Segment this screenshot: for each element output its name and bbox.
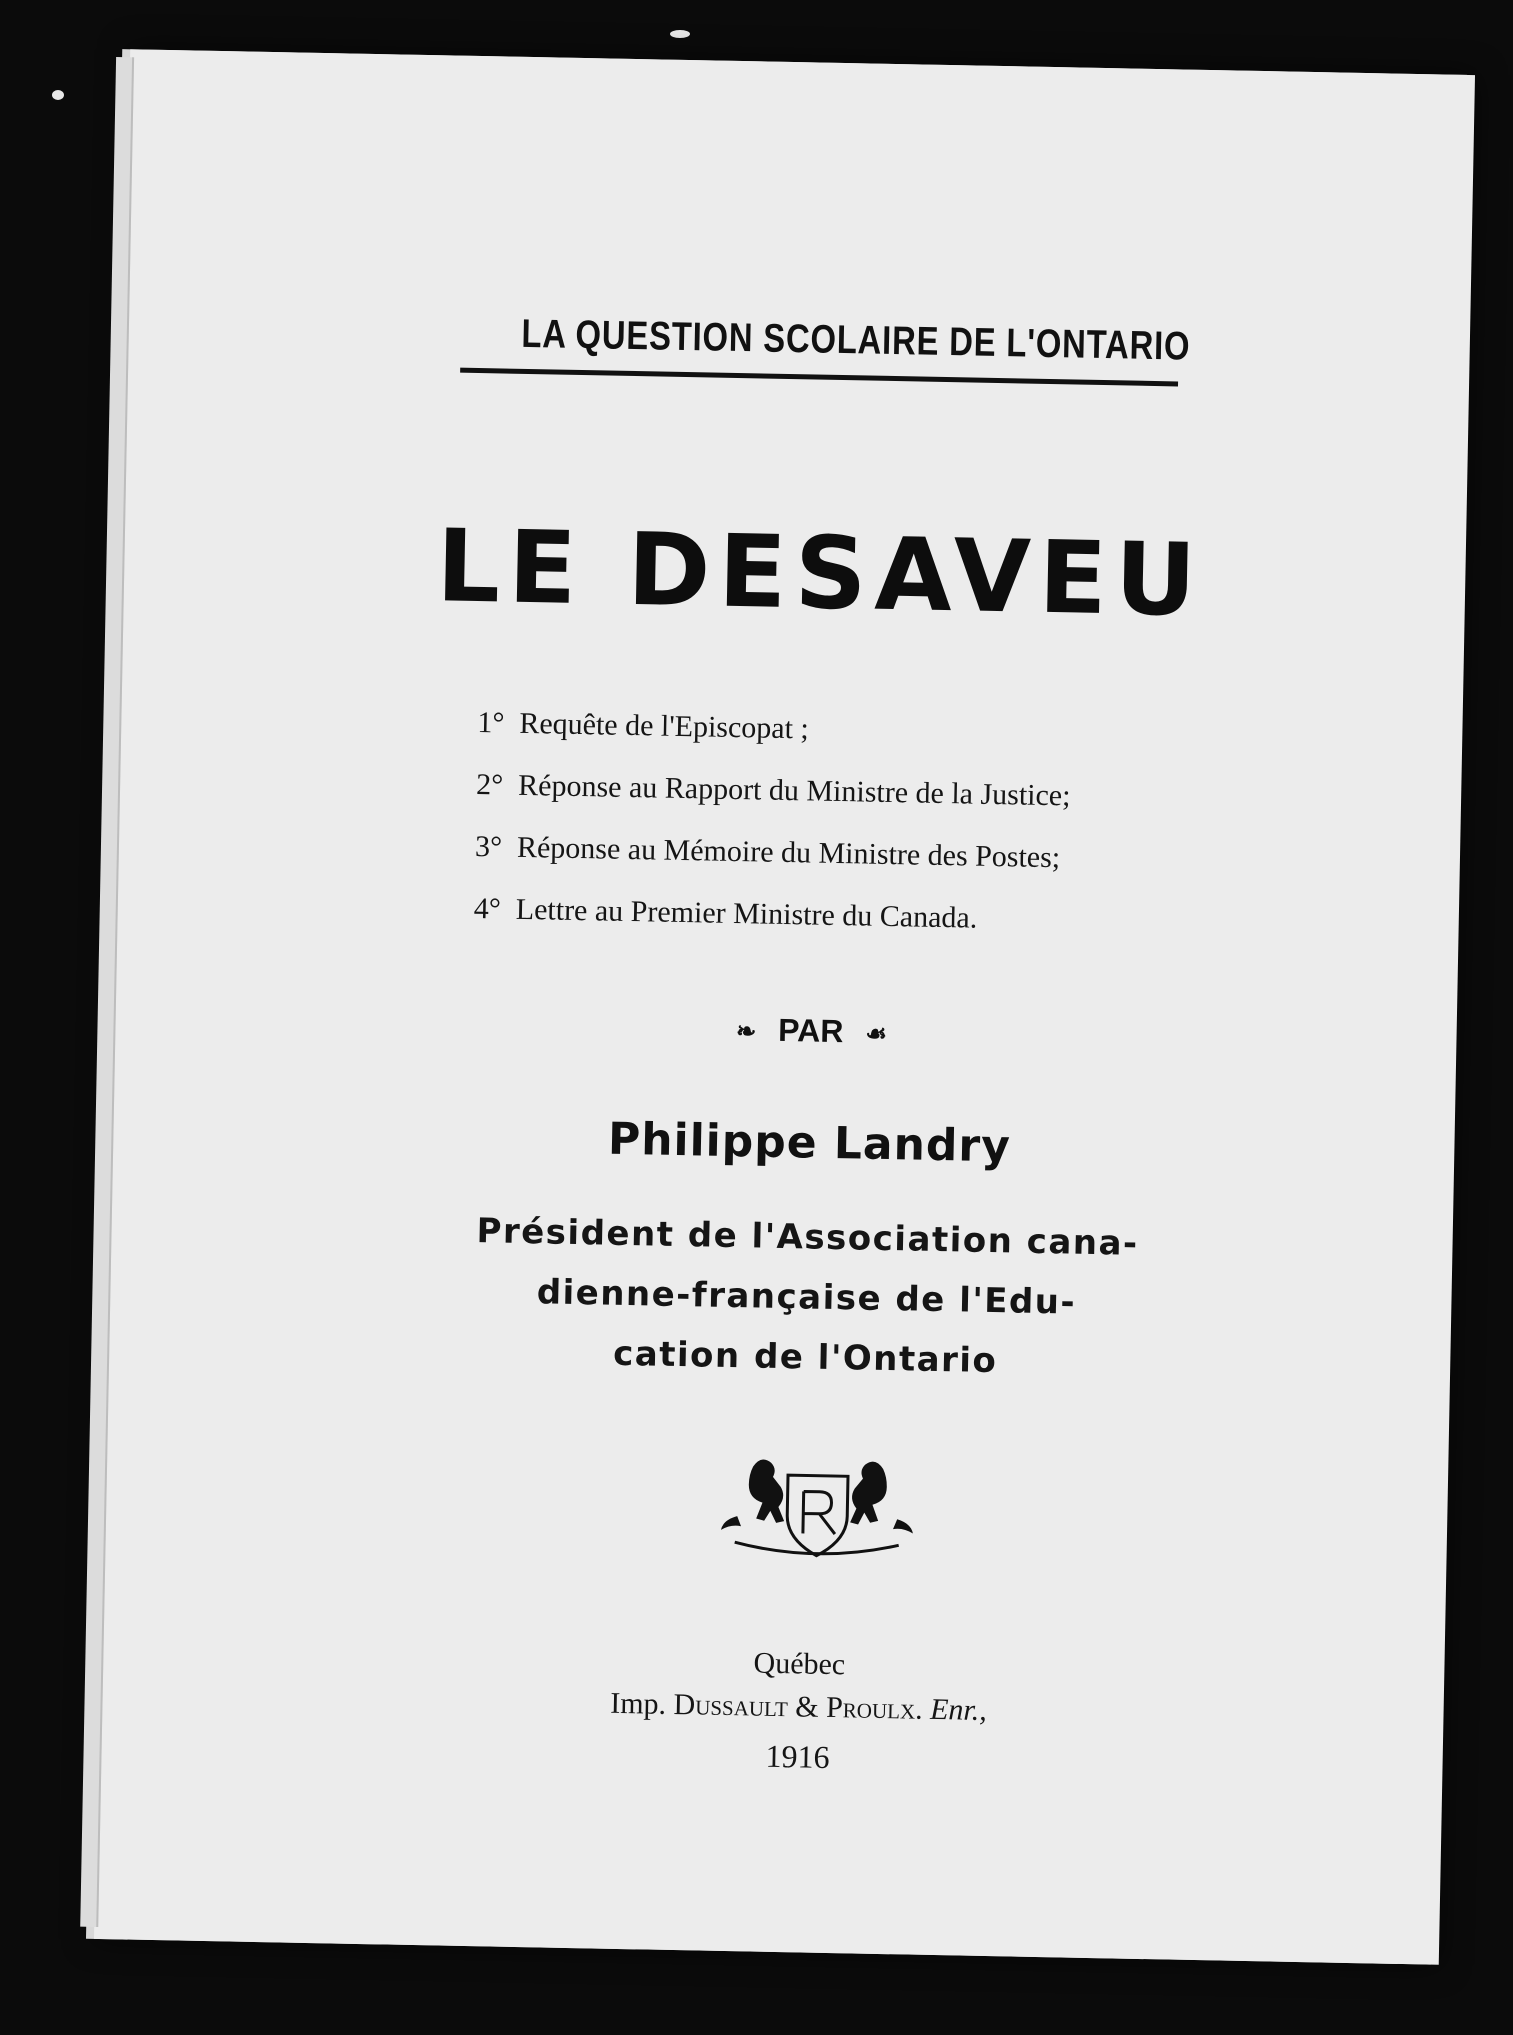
item-number: 2° [475, 768, 504, 802]
title-rule [460, 368, 1178, 387]
main-title: LE DESAVEU [435, 507, 1206, 639]
affiliation-line: cation de l'Ontario [612, 1333, 998, 1382]
heraldic-emblem-icon [716, 1446, 918, 1570]
item-text: Réponse au Mémoire du Ministre des Postes; [516, 830, 1061, 875]
affiliation-line: dienne-française de l'Edu- [536, 1272, 1077, 1323]
imprint-printer [388, 1683, 1209, 1733]
fleuron-ornament-icon: ☙ [865, 1020, 888, 1049]
item-number: 3° [474, 830, 503, 864]
affiliation-line: Président de l'Association cana- [476, 1211, 1139, 1264]
par-label: PAR [777, 1011, 844, 1050]
item-text: Réponse au Rapport du Ministre de la Justice; [517, 768, 1071, 813]
fleuron-ornament-icon: ❧ [735, 1018, 757, 1046]
backdrop-speck [670, 30, 690, 38]
printer-suffix: Enr., [929, 1692, 988, 1728]
printer-prefix: Imp. [609, 1686, 667, 1721]
contents-list [473, 706, 1198, 968]
printer-name: Dussault & Proulx. [673, 1688, 923, 1726]
item-number: 4° [473, 892, 502, 926]
imprint-place: Québec [753, 1646, 846, 1682]
imprint-year: 1916 [765, 1737, 830, 1776]
backdrop-speck [52, 90, 64, 100]
document-page [94, 49, 1475, 1964]
item-text: Lettre au Premier Ministre du Canada. [515, 892, 978, 935]
item-text: Requête de l'Episcopat ; [519, 706, 810, 746]
item-number: 1° [477, 706, 505, 740]
contents-item [473, 892, 1194, 968]
par-line [401, 1005, 1222, 1058]
author-affiliation [385, 1199, 1228, 1395]
author-name: Philippe Landry [607, 1113, 1012, 1173]
series-title: LA QUESTION SCOLAIRE DE L'ONTARIO [521, 311, 1191, 369]
